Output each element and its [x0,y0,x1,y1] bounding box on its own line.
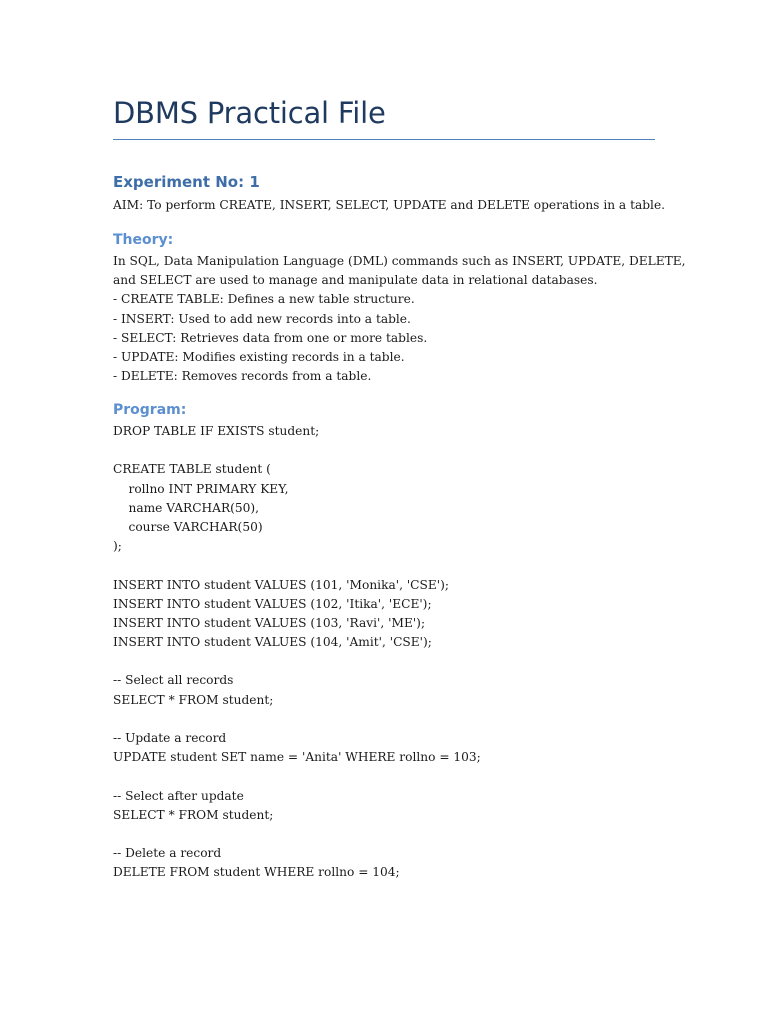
code-line: INSERT INTO student VALUES (103, 'Ravi', 'ME'); [113,615,426,630]
code-line-blank [113,441,481,460]
code-line: SELECT * FROM student; [113,692,274,707]
code-line: INSERT INTO student VALUES (104, 'Amit', 'CSE'); [113,635,432,650]
code-line: ); [113,539,122,554]
theory-line: - SELECT: Retrieves data from one or more tables. [113,330,428,345]
code-line: DELETE FROM student WHERE rollno = 104; [113,865,400,880]
code-line-blank [113,825,481,844]
theory-line: - INSERT: Used to add new records into a table. [113,311,411,326]
theory-line: - DELETE: Removes records from a table. [113,369,372,384]
code-line-blank [113,767,481,786]
theory-line: In SQL, Data Manipulation Language (DML) commands such as INSERT, UPDATE, DELETE, [113,254,686,268]
code-line: CREATE TABLE student ( [113,462,271,477]
theory-body [113,252,686,386]
code-line-blank [113,710,481,729]
experiment-heading: Experiment No: 1 [113,173,260,191]
code-line: course VARCHAR(50) [113,519,263,534]
code-line: DROP TABLE IF EXISTS student; [113,424,320,438]
code-line: -- Select all records [113,673,234,688]
code-line: -- Delete a record [113,846,222,861]
theory-line: - UPDATE: Modifies existing records in a table. [113,349,405,364]
program-code [113,422,481,883]
code-line: UPDATE student SET name = 'Anita' WHERE rollno = 103; [113,750,481,765]
code-line: INSERT INTO student VALUES (101, 'Monika', 'CSE'); [113,577,449,592]
theory-line: - CREATE TABLE: Defines a new table structure. [113,292,415,307]
theory-line: and SELECT are used to manage and manipulate data in relational databases. [113,273,598,288]
document-title: DBMS Practical File [113,96,386,130]
title-divider [113,139,655,140]
code-line: -- Update a record [113,731,227,745]
code-line: name VARCHAR(50), [113,500,260,515]
code-line: rollno INT PRIMARY KEY, [113,481,289,496]
code-line-blank [113,556,481,575]
code-line-blank [113,652,481,671]
theory-heading: Theory: [113,232,174,248]
aim-text: AIM: To perform CREATE, INSERT, SELECT, UPDATE and DELETE operations in a table. [113,198,666,212]
code-line: INSERT INTO student VALUES (102, 'Itika', 'ECE'); [113,596,432,611]
code-line: -- Select after update [113,788,244,803]
code-line: SELECT * FROM student; [113,807,274,822]
program-heading: Program: [113,402,187,418]
